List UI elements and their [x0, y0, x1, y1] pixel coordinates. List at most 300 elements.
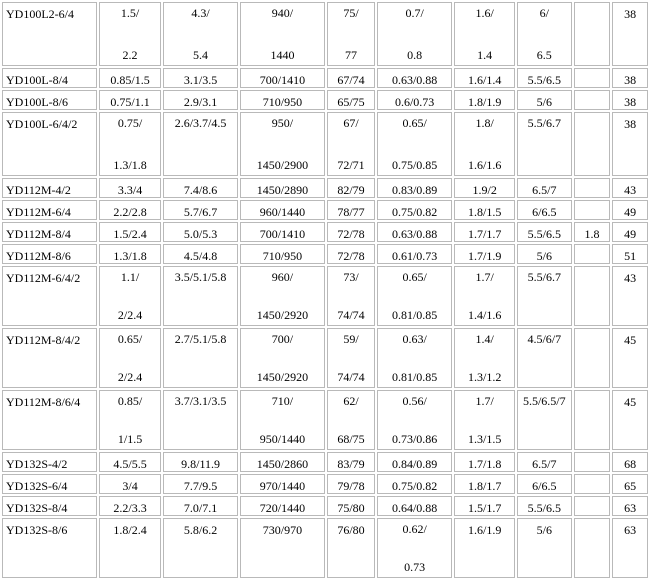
- value-top: 4.5/6/7: [527, 332, 562, 346]
- value: 720/1440: [259, 501, 306, 515]
- value-cell: [454, 2, 515, 66]
- value-cell: [99, 474, 162, 494]
- value-cell: [163, 452, 237, 472]
- value: 1450/2890: [256, 183, 309, 197]
- value-cell: [240, 244, 325, 264]
- value-cell: [327, 452, 375, 472]
- value-cell: [377, 266, 453, 326]
- value-cell: [327, 518, 375, 578]
- value: [577, 91, 608, 95]
- value-cell: [377, 328, 453, 388]
- value: [577, 267, 608, 271]
- value: 3/4: [122, 479, 138, 493]
- value-cell: [517, 112, 572, 176]
- value: 65/75: [337, 95, 365, 109]
- value-cell: [517, 68, 572, 88]
- value: [577, 179, 608, 183]
- value: 5/6: [536, 249, 552, 263]
- value: 0.63/0.88: [391, 227, 438, 241]
- value-cell: [517, 390, 572, 450]
- value-cell: [327, 328, 375, 388]
- value: 1.8/2.4: [113, 523, 147, 537]
- value: 0.75/0.82: [391, 205, 438, 219]
- value: 75/80: [337, 501, 365, 515]
- value: 1.7/1.7: [467, 227, 502, 241]
- value: 960/1440: [259, 205, 306, 219]
- value: 83/79: [337, 457, 365, 471]
- value: 1.8/1.5: [467, 205, 502, 219]
- value: 45: [624, 333, 637, 347]
- value: 68: [624, 457, 637, 471]
- value-bottom: 0.73/0.86: [391, 432, 438, 446]
- value-cell: [377, 244, 453, 264]
- value-top: 73/: [343, 270, 359, 284]
- value-cell: [612, 244, 648, 264]
- value: 2.2/2.8: [113, 205, 147, 219]
- value-cell: [612, 496, 648, 516]
- value-cell: [612, 328, 648, 388]
- value-cell: [517, 496, 572, 516]
- value: 1.5/1.7: [467, 501, 502, 515]
- value: 0.63/0.88: [391, 73, 438, 87]
- value: 970/1440: [259, 479, 306, 493]
- table-row: [2, 112, 648, 176]
- value: 72/78: [337, 227, 365, 241]
- model-cell: [2, 222, 97, 242]
- value: 38: [624, 7, 637, 21]
- value-cell: [163, 68, 237, 88]
- model-label: YD132S-8/4: [6, 501, 68, 515]
- value-cell: [240, 328, 325, 388]
- value: 49: [624, 227, 637, 241]
- value-cell: [612, 452, 648, 472]
- value: 6/6.5: [532, 479, 557, 493]
- value: 6.5/7: [532, 457, 557, 471]
- value-bottom: 68/75: [337, 432, 365, 446]
- value-cell: [377, 390, 453, 450]
- value-bottom: 6.5: [536, 48, 552, 62]
- value-top: 0.7/: [405, 6, 424, 20]
- value-cell: [454, 244, 515, 264]
- value-bottom: 1450/2920: [256, 370, 309, 384]
- value-bottom: 0.81/0.85: [391, 308, 438, 322]
- value: 700/1410: [259, 227, 306, 241]
- value-cell: [574, 518, 611, 578]
- value: 4.5/4.8: [183, 249, 218, 263]
- value-cell: [240, 68, 325, 88]
- value-top: 1.1/: [120, 270, 140, 284]
- value-top: 0.75/: [117, 116, 143, 130]
- value-cell: [240, 2, 325, 66]
- value-cell: [377, 2, 453, 66]
- value-top: 710/: [271, 394, 294, 408]
- value-bottom: 74/74: [337, 308, 365, 322]
- value-cell: [612, 518, 648, 578]
- model-cell: [2, 328, 97, 388]
- model-cell: [2, 244, 97, 264]
- value: 4.5/5.5: [113, 457, 147, 471]
- value-top: 1.6/: [475, 6, 494, 20]
- value: 3.3/4: [117, 183, 143, 197]
- model-cell: [2, 518, 97, 578]
- value-cell: [517, 200, 572, 220]
- model-label: YD100L2-6/4: [6, 7, 74, 21]
- model-label: YD112M-6/4/2: [6, 271, 81, 285]
- model-cell: [2, 112, 97, 176]
- value-cell: [574, 266, 611, 326]
- value: 0.85/1.5: [110, 73, 150, 87]
- value-top: 0.56/: [402, 394, 427, 408]
- value-bottom: 1/1.5: [117, 432, 143, 446]
- value: 38: [624, 95, 637, 109]
- value-top: 1.8/: [475, 116, 494, 130]
- value: 63: [624, 501, 637, 515]
- value-cell: [99, 496, 162, 516]
- value-top: 950/: [271, 116, 294, 130]
- value-cell: [574, 222, 611, 242]
- table-row: [2, 68, 648, 88]
- value-bottom: 1.3/1.5: [467, 432, 502, 446]
- value-cell: [517, 2, 572, 66]
- value-cell: [327, 390, 375, 450]
- model-cell: [2, 90, 97, 110]
- value: 1.8/1.7: [467, 479, 502, 493]
- value-cell: [612, 474, 648, 494]
- value-top: 0.65/: [117, 332, 143, 346]
- value-cell: [163, 328, 237, 388]
- value-cell: [99, 452, 162, 472]
- value: [577, 391, 608, 395]
- value-cell: [574, 68, 611, 88]
- value-cell: [454, 200, 515, 220]
- value: 0.6/0.73: [394, 95, 435, 109]
- value-bottom: 0.73: [404, 560, 426, 574]
- value-cell: [327, 112, 375, 176]
- model-label: YD112M-8/4: [6, 227, 71, 241]
- value: [577, 113, 608, 117]
- value-cell: [163, 222, 237, 242]
- value: 1.6/1.9: [467, 523, 502, 537]
- value: 79/78: [337, 479, 365, 493]
- value-top: 3.5/5.1/5.8: [174, 270, 227, 284]
- value-cell: [99, 112, 162, 176]
- value-bottom: 1.3/1.8: [113, 158, 147, 172]
- value: [577, 69, 608, 73]
- value-bottom: 77: [345, 48, 358, 62]
- value-cell: [574, 496, 611, 516]
- value: 5.5/6.5: [527, 227, 561, 241]
- value: 0.75/0.82: [391, 479, 438, 493]
- value-bottom: 0.81/0.85: [391, 370, 438, 384]
- value: 7.4/8.6: [183, 183, 218, 197]
- model-label: YD112M-8/6: [6, 249, 71, 263]
- model-cell: [2, 474, 97, 494]
- value: 1450/2860: [256, 457, 309, 471]
- value-bottom: 1.4: [477, 48, 493, 62]
- value-bottom: 1440: [270, 48, 295, 62]
- value: 7.7/9.5: [183, 479, 218, 493]
- model-label: YD112M-8/4/2: [6, 333, 81, 347]
- value-top: 62/: [343, 394, 359, 408]
- value-bottom: 74/74: [337, 370, 365, 384]
- model-cell: [2, 496, 97, 516]
- value-bottom: 2.2: [122, 48, 138, 62]
- table-row: [2, 518, 648, 578]
- value: 5/6: [536, 95, 552, 109]
- value-cell: [612, 90, 648, 110]
- value-top: 0.65/: [402, 270, 427, 284]
- value: [577, 245, 608, 249]
- value: 5.7/6.7: [183, 205, 218, 219]
- value-cell: [454, 90, 515, 110]
- value-cell: [574, 2, 611, 66]
- value-cell: [163, 518, 237, 578]
- value-cell: [327, 266, 375, 326]
- value-cell: [240, 452, 325, 472]
- value-cell: [99, 90, 162, 110]
- value-cell: [240, 222, 325, 242]
- table-row: [2, 266, 648, 326]
- value-top: 67/: [343, 116, 359, 130]
- value-cell: [99, 222, 162, 242]
- value-cell: [240, 496, 325, 516]
- value: 65: [624, 479, 637, 493]
- value: [577, 475, 608, 479]
- value: 0.75/1.1: [110, 95, 150, 109]
- table-row: [2, 244, 648, 264]
- value-cell: [574, 390, 611, 450]
- table-row: [2, 90, 648, 110]
- model-cell: [2, 2, 97, 66]
- value: [577, 201, 608, 205]
- value-cell: [574, 474, 611, 494]
- value-cell: [612, 178, 648, 198]
- value-cell: [99, 518, 162, 578]
- value-cell: [99, 328, 162, 388]
- value-cell: [454, 178, 515, 198]
- value: 38: [624, 117, 637, 131]
- value-bottom: 1450/2900: [256, 158, 309, 172]
- value-top: 5.5/6.7: [527, 270, 561, 284]
- table-row: [2, 474, 648, 494]
- value-cell: [454, 518, 515, 578]
- value-cell: [327, 68, 375, 88]
- value-cell: [163, 244, 237, 264]
- value-bottom: 0.75/0.85: [391, 158, 438, 172]
- value: 1.6/1.4: [467, 73, 502, 87]
- value: 1.3/1.8: [113, 249, 147, 263]
- value: 2.9/3.1: [183, 95, 218, 109]
- value: 6/6.5: [532, 205, 557, 219]
- model-label: YD132S-8/6: [6, 523, 68, 537]
- value-bottom: 2/2.4: [117, 308, 143, 322]
- value-cell: [163, 112, 237, 176]
- value: [577, 329, 608, 333]
- value-cell: [377, 474, 453, 494]
- value-cell: [240, 518, 325, 578]
- value-top: 3.7/3.1/3.5: [174, 394, 227, 408]
- value-top: 4.3/: [191, 6, 210, 20]
- value-cell: [327, 222, 375, 242]
- value-bottom: 0.8: [407, 48, 423, 62]
- value-top: 1.5/: [120, 6, 140, 20]
- value-cell: [99, 390, 162, 450]
- value-cell: [327, 200, 375, 220]
- value: [577, 3, 608, 7]
- value: 43: [624, 271, 637, 285]
- value-bottom: 1.3/1.2: [467, 370, 502, 384]
- value: [577, 453, 608, 457]
- value: 5.8/6.2: [183, 523, 218, 537]
- value-cell: [517, 90, 572, 110]
- table-row: [2, 390, 648, 450]
- value-top: 5.5/6.7: [527, 116, 561, 130]
- value-cell: [240, 474, 325, 494]
- table-row: [2, 222, 648, 242]
- value-cell: [327, 496, 375, 516]
- model-cell: [2, 68, 97, 88]
- value: 0.64/0.88: [391, 501, 438, 515]
- value: 49: [624, 205, 637, 219]
- value-cell: [327, 474, 375, 494]
- value-cell: [454, 222, 515, 242]
- value-cell: [377, 178, 453, 198]
- value: 1.5/2.4: [113, 227, 147, 241]
- value-top: 6/: [539, 6, 549, 20]
- value: 9.8/11.9: [181, 457, 220, 471]
- value-cell: [574, 452, 611, 472]
- value-cell: [454, 266, 515, 326]
- value: [577, 497, 608, 501]
- value-top: 5.5/6.5/7: [522, 394, 566, 408]
- value-cell: [99, 2, 162, 66]
- value-cell: [574, 244, 611, 264]
- value-cell: [517, 518, 572, 578]
- value-cell: [454, 496, 515, 516]
- value-bottom: 1450/2920: [256, 308, 309, 322]
- value-cell: [612, 200, 648, 220]
- value-cell: [377, 518, 453, 578]
- value-cell: [327, 178, 375, 198]
- value-cell: [240, 200, 325, 220]
- value: 78/77: [337, 205, 365, 219]
- value-cell: [454, 390, 515, 450]
- model-label: YD100L-8/6: [6, 95, 68, 109]
- value: 1.7/1.8: [467, 457, 502, 471]
- value: 5/6: [536, 523, 552, 537]
- value: [577, 519, 608, 523]
- value-cell: [377, 452, 453, 472]
- model-cell: [2, 266, 97, 326]
- model-cell: [2, 178, 97, 198]
- value: 45: [624, 395, 637, 409]
- value-top: 0.62/: [402, 522, 427, 536]
- table-row: [2, 496, 648, 516]
- value-top: 0.65/: [402, 116, 427, 130]
- value-cell: [327, 2, 375, 66]
- value-cell: [240, 178, 325, 198]
- value-cell: [377, 90, 453, 110]
- value: 1.8/1.9: [467, 95, 502, 109]
- value-cell: [163, 390, 237, 450]
- value-cell: [99, 200, 162, 220]
- model-label: YD112M-4/2: [6, 183, 71, 197]
- value-cell: [163, 178, 237, 198]
- value-cell: [377, 200, 453, 220]
- value-top: 700/: [271, 332, 294, 346]
- value-top: 1.4/: [475, 332, 494, 346]
- value-cell: [99, 244, 162, 264]
- value-bottom: 5.4: [193, 48, 209, 62]
- value-top: 1.7/: [475, 270, 494, 284]
- value: 5.0/5.3: [183, 227, 218, 241]
- value-bottom: 1.6/1.6: [467, 158, 502, 172]
- value-cell: [517, 266, 572, 326]
- value: 0.61/0.73: [391, 249, 438, 263]
- value: 2.2/3.3: [113, 501, 147, 515]
- model-cell: [2, 452, 97, 472]
- value-cell: [612, 266, 648, 326]
- value-cell: [574, 112, 611, 176]
- value: 1.7/1.9: [467, 249, 502, 263]
- value-cell: [327, 244, 375, 264]
- value-cell: [454, 474, 515, 494]
- value-cell: [517, 244, 572, 264]
- value-cell: [574, 200, 611, 220]
- value: 6.5/7: [532, 183, 557, 197]
- value: 0.83/0.89: [391, 183, 438, 197]
- model-cell: [2, 390, 97, 450]
- value: 72/78: [337, 249, 365, 263]
- value-cell: [612, 112, 648, 176]
- model-label: YD112M-6/4: [6, 205, 71, 219]
- value-cell: [327, 90, 375, 110]
- value-cell: [574, 90, 611, 110]
- value: 1.9/2: [472, 183, 497, 197]
- value-cell: [240, 112, 325, 176]
- value-cell: [163, 200, 237, 220]
- value-cell: [99, 68, 162, 88]
- value-top: 59/: [343, 332, 359, 346]
- value-bottom: 950/1440: [259, 432, 306, 446]
- value-cell: [377, 68, 453, 88]
- model-cell: [2, 200, 97, 220]
- value-cell: [377, 222, 453, 242]
- value: 1.8: [584, 227, 600, 241]
- value: 43: [624, 183, 637, 197]
- value-cell: [454, 68, 515, 88]
- value: 5.5/6.5: [527, 73, 561, 87]
- value-bottom: 2/2.4: [117, 370, 143, 384]
- value: 730/970: [262, 523, 303, 537]
- model-label: YD132S-6/4: [6, 479, 68, 493]
- value-cell: [99, 178, 162, 198]
- value-top: 960/: [271, 270, 294, 284]
- value-cell: [377, 112, 453, 176]
- value: 5.5/6.5: [527, 501, 561, 515]
- value-bottom: 72/71: [337, 158, 365, 172]
- value: 82/79: [337, 183, 365, 197]
- value: 700/1410: [259, 73, 306, 87]
- value: 76/80: [337, 523, 365, 537]
- value: 0.84/0.89: [391, 457, 438, 471]
- value-cell: [240, 266, 325, 326]
- value-cell: [163, 90, 237, 110]
- value-cell: [517, 222, 572, 242]
- value-cell: [574, 328, 611, 388]
- value-cell: [163, 266, 237, 326]
- model-label: YD132S-4/2: [6, 457, 68, 471]
